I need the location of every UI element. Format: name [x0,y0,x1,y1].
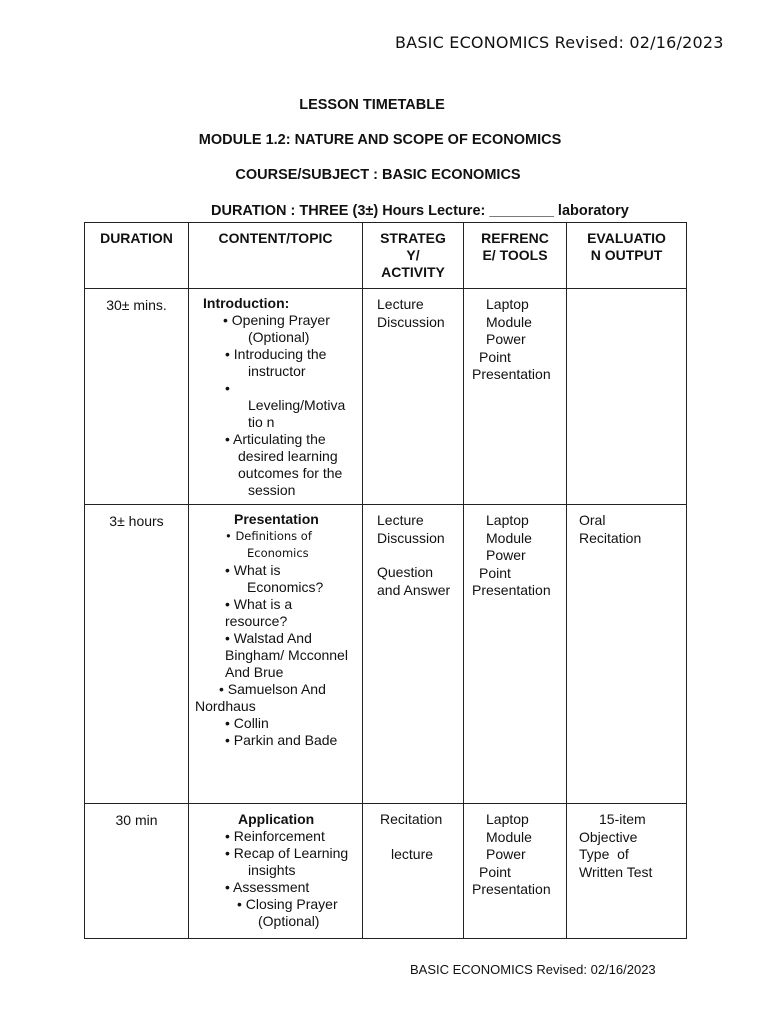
header-strategy-activity: STRATEG Y/ ACTIVITY [363,223,464,289]
reference-text: Power [486,547,526,563]
reference-cell [464,804,567,939]
strategy-text: Question [377,564,434,580]
evaluation-cell [567,804,687,939]
content-cell [189,804,363,939]
evaluation-text: Written Test [579,863,653,880]
list-item-cont: (Optional) [258,913,320,929]
list-item: • Samuelson And [189,681,362,698]
strategy-cell [363,505,464,804]
list-item: • What is [189,562,362,579]
reference-text: Module [486,313,532,330]
strategy-text: and Answer [377,581,451,598]
list-item: • Definitions of [189,528,362,545]
list-item-cont: resource? [225,613,288,629]
evaluation-text: 15-item [599,811,646,827]
table-row [85,505,687,804]
list-item-cont: desired learning [238,448,338,464]
list-item-cont: insights [248,862,296,878]
list-item-cont: Bingham/ Mcconnel [225,647,348,663]
strategy-cell [363,804,464,939]
content-cell [189,505,363,804]
duration-cell: 30± mins. [85,289,189,505]
strategy-text: Lecture [377,512,424,528]
content-title: Presentation [234,511,319,527]
reference-text: Point [479,564,511,581]
header-reference-tools: REFRENC E/ TOOLS [464,223,567,289]
reference-text: Point [479,863,511,880]
header-revision: BASIC ECONOMICS Revised: 02/16/2023 [395,33,724,52]
reference-text: Power [486,331,526,347]
reference-text: Laptop [486,811,529,827]
header-content-topic: CONTENT/TOPIC [189,223,363,289]
evaluation-text: Recitation [579,529,642,546]
list-item: • Collin [189,715,362,732]
list-item-cont: Nordhaus [195,698,256,714]
reference-text: Presentation [472,366,551,382]
list-item: • Recap of Learning [189,845,362,862]
content-cell [189,289,363,505]
bullet-icon: • [225,380,230,396]
list-item: • Introducing the [189,346,362,363]
evaluation-cell [567,505,687,804]
footer-revision: BASIC ECONOMICS Revised: 02/16/2023 [410,962,656,977]
title-duration-line: DURATION : THREE (3±) Hours Lecture: ________ laboratory [211,203,629,219]
list-item-cont: session [248,482,296,498]
list-item: • Articulating the [189,431,362,448]
list-item-cont: outcomes for the [238,465,343,481]
list-item-cont: Economics [247,546,309,560]
list-item: • Assessment [189,879,362,896]
list-item: • Parkin and Bade [189,732,362,749]
strategy-text: Discussion [377,313,445,330]
evaluation-text: Type of [579,846,629,862]
reference-cell [464,505,567,804]
table-row [85,804,687,939]
list-item-cont: tio n [248,414,275,430]
reference-text: Presentation [472,881,551,897]
list-item: • Walstad And [189,630,362,647]
reference-text: Presentation [472,582,551,598]
strategy-text: Lecture [377,296,424,312]
list-item: • Closing Prayer [189,896,362,913]
reference-text: Module [486,828,532,845]
list-item: • What is a [189,596,362,613]
reference-text: Laptop [486,296,529,312]
strategy-text: Discussion [377,529,445,546]
title-course-subject: COURSE/SUBJECT : BASIC ECONOMICS [235,167,521,183]
list-item-cont: And Brue [225,664,284,680]
list-item-cont: (Optional) [248,329,310,345]
list-item: • Opening Prayer [189,312,362,329]
list-item-cont: instructor [248,363,306,379]
strategy-text: lecture [391,845,434,862]
title-module: MODULE 1.2: NATURE AND SCOPE OF ECONOMICS [198,132,562,148]
content-title: Introduction: [203,295,290,311]
title-lesson-timetable: LESSON TIMETABLE [299,97,445,113]
reference-cell [464,289,567,505]
strategy-cell [363,289,464,505]
reference-text: Power [486,846,526,862]
duration-cell: 30 min [85,804,189,939]
content-title: Application [238,811,315,827]
list-item-cont: Leveling/Motiva [248,397,346,413]
list-item-cont: Economics? [247,579,324,595]
evaluation-text: Oral [579,512,606,528]
header-duration: DURATION [85,223,189,289]
reference-text: Module [486,529,532,546]
lesson-timetable [84,222,687,939]
duration-cell: 3± hours [85,505,189,804]
table-header-row [85,223,687,289]
reference-text: Point [479,348,511,365]
reference-text: Laptop [486,512,529,528]
table-row [85,289,687,505]
evaluation-text: Objective [579,828,638,845]
list-item: • Reinforcement [189,828,362,845]
strategy-text: Recitation [380,811,443,827]
evaluation-cell [567,289,687,505]
header-evaluation-output: EVALUATIO N OUTPUT [567,223,687,289]
